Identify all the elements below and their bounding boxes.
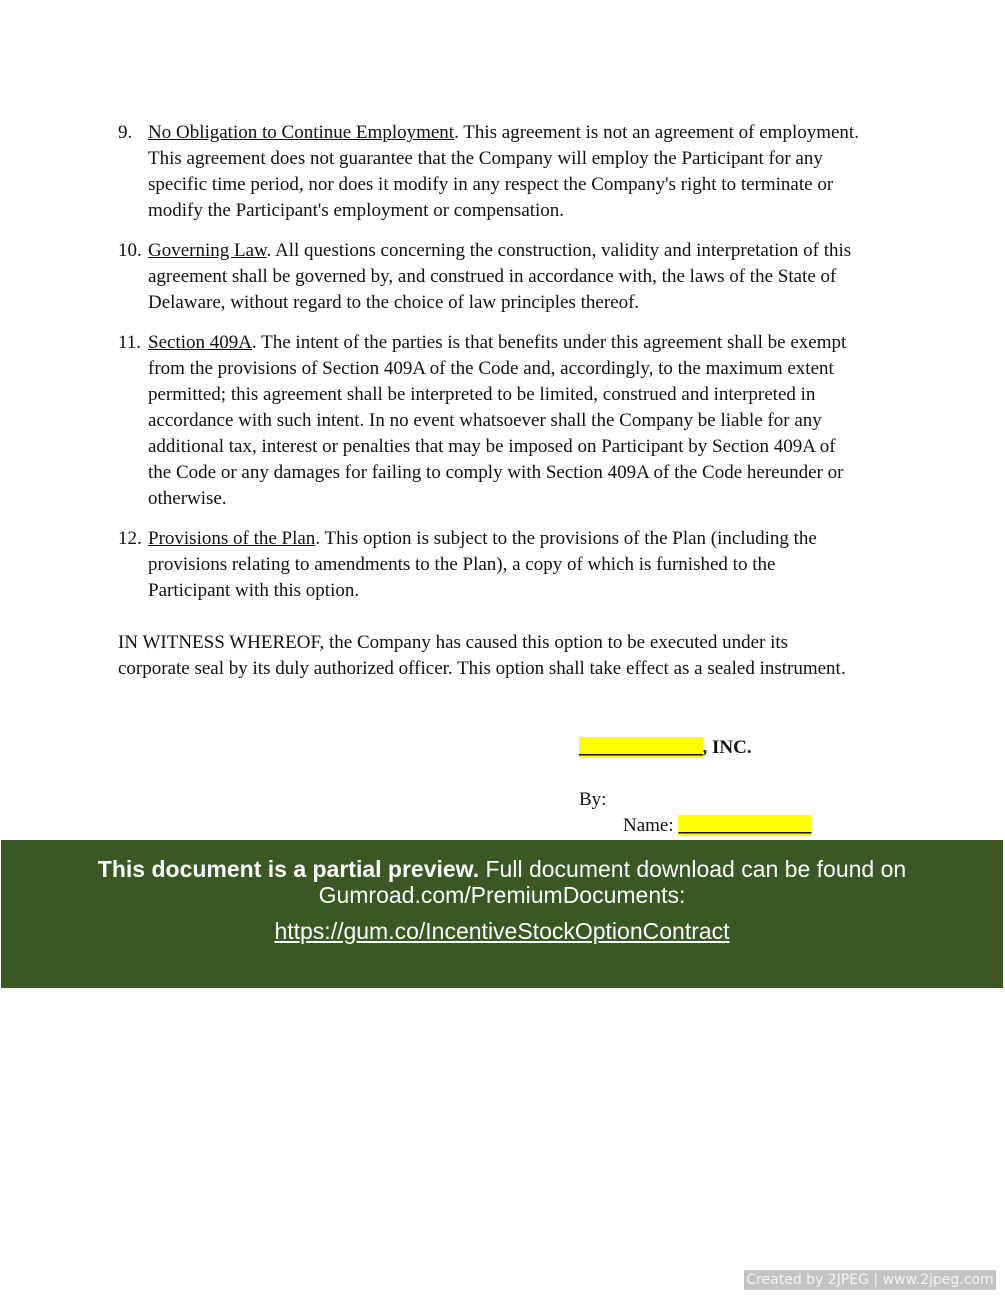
clause-line — [148, 526, 817, 552]
clause-line: This agreement does not guarantee that the Company will employ the Participant for any — [148, 148, 823, 169]
banner-line-1 — [1, 856, 1003, 883]
company-suffix: , INC. — [702, 737, 752, 758]
clause-heading: Provisions of the Plan — [148, 528, 316, 549]
clause-line — [148, 120, 859, 146]
clause-text: . All questions concerning the construction, validity and interpretation of this — [266, 240, 852, 261]
clause-line: specific time period, nor does it modify in any respect the Company's right to terminate or — [148, 174, 834, 195]
clause-line: the Code or any damages for failing to comply with Section 409A of the Code hereunder or — [148, 462, 844, 483]
clause-text: . This option is subject to the provisions of the Plan (including the — [315, 528, 817, 549]
banner-line-2: Gumroad.com/PremiumDocuments: — [318, 882, 686, 908]
clause-line: Delaware, without regard to the choice of law principles thereof. — [148, 292, 640, 313]
clause-line: otherwise. — [148, 488, 227, 509]
clause-number: 9. — [118, 122, 133, 143]
clause-line: additional tax, interest or penalties that may be imposed on Participant by Section 409A of — [148, 436, 836, 457]
clause-line: from the provisions of Section 409A of the Code and, accordingly, to the maximum extent — [148, 358, 834, 379]
clause-number: 11. — [118, 332, 142, 353]
name-line — [623, 813, 811, 839]
clause-line — [148, 330, 846, 356]
banner-text: Full document download can be found on — [479, 856, 907, 882]
clause-line: permitted; this agreement shall be interpreted to be limited, construed and interpreted in — [148, 384, 816, 405]
clause-line — [148, 238, 851, 264]
banner-bold-text: This document is a partial preview. — [97, 856, 480, 882]
company-name-blank[interactable]: _____________ — [579, 737, 703, 758]
preview-banner — [1, 840, 1003, 988]
watermark: Created by 2JPEG | www.2jpeg.com — [744, 1270, 996, 1290]
clause-heading: Section 409A — [148, 332, 252, 353]
clause-number: 10. — [118, 240, 142, 261]
witness-line-2: corporate seal by its duly authorized officer. This option shall take effect as a sealed instrument. — [118, 658, 846, 679]
clause-heading: Governing Law — [148, 240, 267, 261]
clause-line: agreement shall be governed by, and construed in accordance with, the laws of the State of — [148, 266, 837, 287]
clause-text: . The intent of the parties is that benefits under this agreement shall be exempt — [251, 332, 847, 353]
name-label: Name: — [623, 815, 674, 836]
clause-heading: No Obligation to Continue Employment — [148, 122, 455, 143]
company-signature-line — [579, 735, 752, 761]
witness-line-1: IN WITNESS WHEREOF, the Company has caused this option to be executed under its — [118, 632, 789, 653]
clause-line: accordance with such intent. In no event whatsoever shall the Company be liable for any — [148, 410, 822, 431]
clause-line: modify the Participant's employment or compensation. — [148, 200, 565, 221]
clause-line: Participant with this option. — [148, 580, 360, 601]
by-label: By: — [579, 789, 607, 810]
clause-line: provisions relating to amendments to the Plan), a copy of which is furnished to the — [148, 554, 776, 575]
clause-number: 12. — [118, 528, 142, 549]
clause-text: . This agreement is not an agreement of employment. — [454, 122, 859, 143]
name-blank[interactable]: ______________ — [678, 815, 812, 836]
download-link[interactable]: https://gum.co/IncentiveStockOptionContract — [274, 918, 730, 944]
